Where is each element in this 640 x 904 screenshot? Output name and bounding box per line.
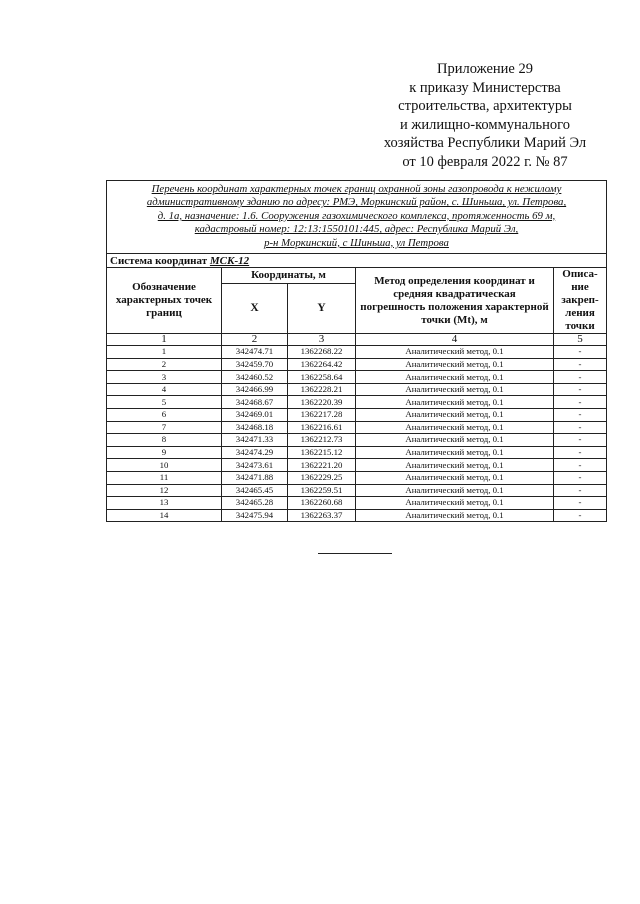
table-row: [107, 434, 607, 447]
coord-x: 342465.28: [222, 497, 288, 510]
desc-cell: -: [554, 396, 607, 409]
title-line: д. 1а, назначение: 1.6. Сооружения газохимического комплекса, протяженность 69 м,: [157, 209, 556, 222]
signature-line: [318, 553, 392, 554]
desc-cell: -: [554, 346, 607, 359]
point-number: 9: [107, 446, 222, 459]
coord-x: 342466.99: [222, 383, 288, 396]
title-line: кадастровый номер: 12:13:1550101:445, адрес: Республика Марий Эл,: [194, 223, 519, 236]
appendix-line: от 10 февраля 2022 г. № 87: [402, 153, 568, 170]
col-number: 1: [107, 334, 222, 346]
coord-y: 1362229.25: [288, 471, 356, 484]
title-row: [107, 181, 607, 254]
desc-cell: -: [554, 383, 607, 396]
coord-x: 342460.52: [222, 371, 288, 384]
table-row: [107, 346, 607, 359]
col-number: 4: [356, 334, 554, 346]
point-number: 13: [107, 497, 222, 510]
title-line: Перечень координат характерных точек границ охранной зоны газопровода к нежилому: [151, 183, 562, 195]
desc-cell: -: [554, 471, 607, 484]
title-line: р-н Моркинский, с Шиньша, ул Петрова: [264, 236, 449, 249]
header-x: X: [222, 283, 288, 333]
point-number: 1: [107, 346, 222, 359]
table-row: [107, 471, 607, 484]
point-number: 8: [107, 434, 222, 447]
header-row-1: [107, 268, 607, 284]
header-y: Y: [288, 283, 356, 333]
system-row: [107, 254, 607, 268]
coord-x: 342474.29: [222, 446, 288, 459]
desc-cell: -: [554, 459, 607, 472]
desc-cell: -: [554, 371, 607, 384]
system-value: МСК-12: [209, 254, 250, 267]
table-row: [107, 446, 607, 459]
method-cell: Аналитический метод, 0.1: [356, 471, 554, 484]
desc-cell: -: [554, 509, 607, 522]
table-row: [107, 396, 607, 409]
method-cell: Аналитический метод, 0.1: [356, 358, 554, 371]
coord-y: 1362220.39: [288, 396, 356, 409]
appendix-header: [350, 60, 620, 172]
coord-x: 342475.94: [222, 509, 288, 522]
coord-y: 1362215.12: [288, 446, 356, 459]
method-cell: Аналитический метод, 0.1: [356, 371, 554, 384]
coord-x: 342468.18: [222, 421, 288, 434]
method-cell: Аналитический метод, 0.1: [356, 409, 554, 422]
appendix-line: хозяйства Республики Марий Эл: [383, 135, 587, 152]
coord-x: 342469.01: [222, 409, 288, 422]
system-label: Система координат: [110, 254, 208, 267]
desc-cell: -: [554, 497, 607, 510]
desc-cell: -: [554, 409, 607, 422]
coord-x: 342459.70: [222, 358, 288, 371]
coord-y: 1362258.64: [288, 371, 356, 384]
coordinates-table: [106, 180, 607, 522]
header-coords: Координаты, м: [222, 268, 356, 284]
table-row: [107, 358, 607, 371]
header-desc: Описа-ние закреп-ления точки: [554, 268, 607, 334]
method-cell: Аналитический метод, 0.1: [356, 509, 554, 522]
point-number: 3: [107, 371, 222, 384]
point-number: 7: [107, 421, 222, 434]
coord-x: 342474.71: [222, 346, 288, 359]
coord-y: 1362221.20: [288, 459, 356, 472]
coord-y: 1362264.42: [288, 358, 356, 371]
point-number: 12: [107, 484, 222, 497]
desc-cell: -: [554, 434, 607, 447]
appendix-line: Приложение 29: [437, 61, 533, 77]
point-number: 4: [107, 383, 222, 396]
table-title: [107, 181, 607, 254]
table-row: [107, 383, 607, 396]
coord-x: 342473.61: [222, 459, 288, 472]
table-row: [107, 371, 607, 384]
table-row: [107, 409, 607, 422]
column-numbers-row: [107, 334, 607, 346]
point-number: 6: [107, 409, 222, 422]
method-cell: Аналитический метод, 0.1: [356, 396, 554, 409]
table-row: [107, 497, 607, 510]
desc-cell: -: [554, 484, 607, 497]
coord-y: 1362259.51: [288, 484, 356, 497]
point-number: 14: [107, 509, 222, 522]
coordinate-system: [107, 254, 607, 268]
point-number: 11: [107, 471, 222, 484]
col-number: 2: [222, 334, 288, 346]
point-number: 10: [107, 459, 222, 472]
method-cell: Аналитический метод, 0.1: [356, 459, 554, 472]
coord-y: 1362216.61: [288, 421, 356, 434]
appendix-line: и жилищно-коммунального: [399, 116, 571, 133]
coord-x: 342471.88: [222, 471, 288, 484]
coord-y: 1362268.22: [288, 346, 356, 359]
coord-x: 342471.33: [222, 434, 288, 447]
method-cell: Аналитический метод, 0.1: [356, 446, 554, 459]
coord-y: 1362263.37: [288, 509, 356, 522]
appendix-line: к приказу Министерства: [409, 79, 561, 96]
col-number: 3: [288, 334, 356, 346]
method-cell: Аналитический метод, 0.1: [356, 484, 554, 497]
table-row: [107, 459, 607, 472]
table-body: [107, 181, 607, 522]
desc-cell: -: [554, 446, 607, 459]
col-number: 5: [554, 334, 607, 346]
header-point: Обозначение характерных точек границ: [107, 268, 222, 334]
method-cell: Аналитический метод, 0.1: [356, 497, 554, 510]
coord-y: 1362228.21: [288, 383, 356, 396]
point-number: 2: [107, 358, 222, 371]
coord-x: 342468.67: [222, 396, 288, 409]
header-method: Метод определения координат и средняя квадратическая погрешность положения характерной точки (Mt), м: [356, 268, 554, 334]
method-cell: Аналитический метод, 0.1: [356, 346, 554, 359]
coord-y: 1362260.68: [288, 497, 356, 510]
method-cell: Аналитический метод, 0.1: [356, 421, 554, 434]
coord-y: 1362212.73: [288, 434, 356, 447]
table-row: [107, 509, 607, 522]
desc-cell: -: [554, 358, 607, 371]
appendix-line: строительства, архитектуры: [398, 98, 572, 115]
table-row: [107, 421, 607, 434]
method-cell: Аналитический метод, 0.1: [356, 383, 554, 396]
point-number: 5: [107, 396, 222, 409]
title-line: административному зданию по адресу: РМЭ, Моркинский район, с. Шиньша, ул. Петрова,: [146, 196, 567, 209]
method-cell: Аналитический метод, 0.1: [356, 434, 554, 447]
coord-x: 342465.45: [222, 484, 288, 497]
coord-y: 1362217.28: [288, 409, 356, 422]
desc-cell: -: [554, 421, 607, 434]
table-row: [107, 484, 607, 497]
